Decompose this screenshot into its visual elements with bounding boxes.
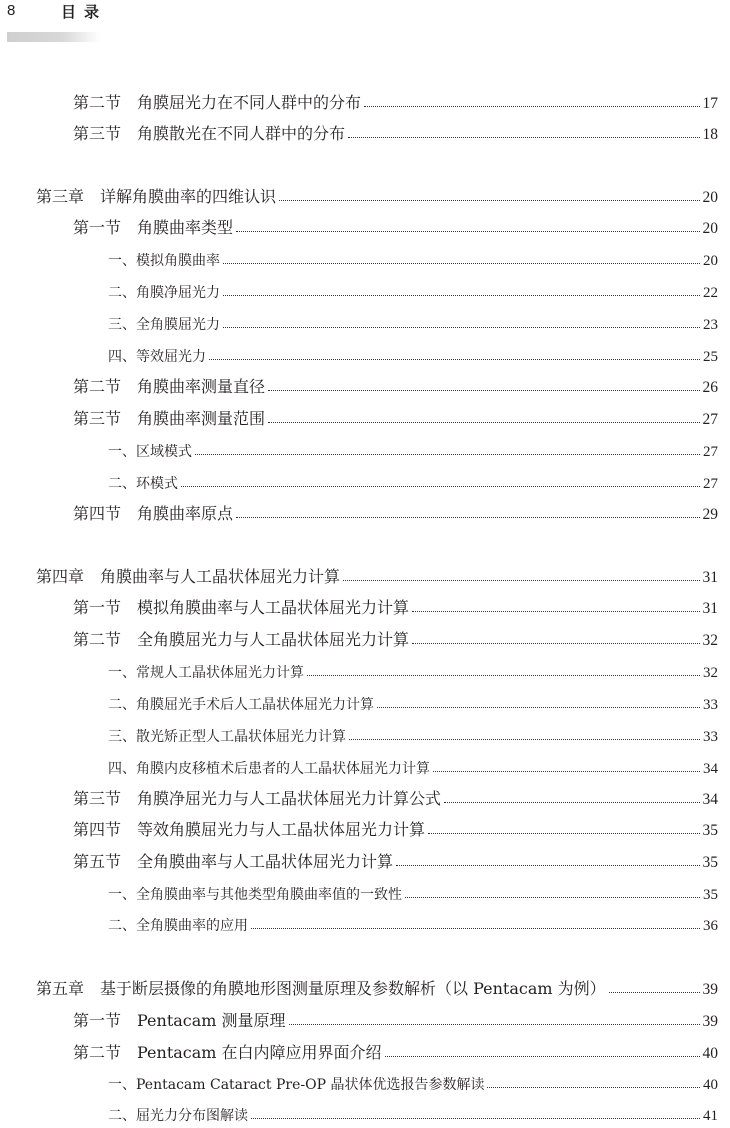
toc-leader-dots — [307, 675, 700, 676]
toc-leader-dots — [444, 802, 699, 803]
toc-entry-title: 第四章 角膜曲率与人工晶状体屈光力计算 — [36, 567, 341, 586]
toc-entry-page: 32 — [702, 632, 718, 649]
toc-leader-dots — [223, 295, 700, 296]
page-number: 8 — [7, 2, 16, 19]
toc-leader-dots — [433, 771, 700, 772]
toc-leader-dots — [412, 643, 699, 644]
header-decorative-bar — [7, 32, 100, 42]
toc-entry-title: 第一节 模拟角膜曲率与人工晶状体屈光力计算 — [73, 598, 410, 617]
toc-entry[interactable] — [0, 89, 730, 113]
toc-leader-dots — [236, 517, 699, 518]
toc-entry-page: 33 — [703, 729, 718, 745]
toc-entry-page: 39 — [702, 1013, 718, 1030]
toc-leader-dots — [364, 106, 699, 107]
toc-entry-page: 41 — [703, 1108, 718, 1124]
toc-leader-dots — [377, 707, 700, 708]
toc-leader-dots — [343, 580, 699, 581]
toc-entry-page: 34 — [703, 761, 718, 777]
toc-entry-page: 20 — [702, 189, 718, 206]
toc-entry[interactable] — [0, 469, 730, 493]
toc-entry-page: 27 — [703, 476, 718, 492]
toc-entry-title: 第三节 角膜曲率测量范围 — [73, 409, 266, 428]
toc-entry-title: 第一节 Pentacam 测量原理 — [73, 1011, 286, 1030]
toc-entry-page: 20 — [703, 253, 718, 269]
toc-entry-title: 第二节 全角膜屈光力与人工晶状体屈光力计算 — [73, 630, 410, 649]
toc-entry-title: 二、角膜净屈光力 — [108, 285, 220, 301]
toc-entry[interactable] — [0, 563, 730, 587]
toc-entry-title: 一、模拟角膜曲率 — [108, 253, 220, 269]
toc-entry-title: 一、区域模式 — [108, 444, 192, 460]
toc-entry-title: 第二节 Pentacam 在白内障应用界面介绍 — [73, 1043, 382, 1062]
toc-entry-title: 第三节 角膜散光在不同人群中的分布 — [73, 124, 346, 143]
toc-entry-title: 二、角膜屈光手术后人工晶状体屈光力计算 — [108, 697, 374, 713]
toc-entry-page: 25 — [703, 349, 718, 365]
toc-entry-title: 第四节 等效角膜屈光力与人工晶状体屈光力计算 — [73, 820, 426, 839]
toc-entry-page: 35 — [703, 887, 718, 903]
toc-entry[interactable] — [0, 690, 730, 714]
toc-entry[interactable] — [0, 405, 730, 429]
toc-entry-title: 一、全角膜曲率与其他类型角膜曲率值的一致性 — [108, 887, 402, 903]
toc-entry-page: 34 — [702, 791, 718, 808]
toc-entry-title: 第五章 基于断层摄像的角膜地形图测量原理及参数解析（以 Pentacam 为例） — [36, 979, 606, 998]
toc-leader-dots — [412, 611, 699, 612]
toc-leader-dots — [349, 739, 700, 740]
toc-entry-page: 36 — [703, 918, 718, 934]
toc-leader-dots — [405, 897, 700, 898]
toc-entry-page: 40 — [703, 1077, 718, 1093]
toc-leader-dots — [609, 992, 700, 993]
toc-entry[interactable] — [0, 278, 730, 302]
toc-entry-page: 31 — [702, 600, 718, 617]
toc-entry-title: 四、角膜内皮移植术后患者的人工晶状体屈光力计算 — [108, 761, 430, 777]
toc-leader-dots — [279, 200, 699, 201]
toc-entry[interactable] — [0, 754, 730, 778]
toc-entry[interactable] — [0, 880, 730, 904]
toc-entry[interactable] — [0, 848, 730, 872]
toc-entry[interactable] — [0, 816, 730, 840]
toc-entry-page: 40 — [702, 1045, 718, 1062]
toc-entry-title: 一、常规人工晶状体屈光力计算 — [108, 665, 304, 681]
toc-entry-page: 29 — [702, 506, 718, 523]
toc-entry-title: 第二节 角膜曲率测量直径 — [73, 377, 266, 396]
toc-entry[interactable] — [0, 1007, 730, 1031]
toc-entry-title: 二、全角膜曲率的应用 — [108, 918, 248, 934]
toc-entry[interactable] — [0, 214, 730, 238]
toc-entry-page: 35 — [702, 854, 718, 871]
toc-entry-title: 第一节 角膜曲率类型 — [73, 218, 234, 237]
toc-leader-dots — [181, 486, 700, 487]
toc-leader-dots — [268, 422, 699, 423]
toc-entry-title: 三、全角膜屈光力 — [108, 317, 220, 333]
toc-entry-page: 18 — [702, 126, 718, 143]
toc-entry-title: 第五节 全角膜曲率与人工晶状体屈光力计算 — [73, 852, 394, 871]
toc-entry[interactable] — [0, 975, 730, 999]
toc-leader-dots — [396, 865, 699, 866]
toc-leader-dots — [487, 1087, 700, 1088]
toc-entry[interactable] — [0, 722, 730, 746]
toc-entry[interactable] — [0, 658, 730, 682]
toc-entry-page: 26 — [702, 379, 718, 396]
toc-leader-dots — [236, 231, 699, 232]
toc-entry[interactable] — [0, 785, 730, 809]
toc-leader-dots — [428, 833, 699, 834]
toc-entry-page: 17 — [702, 95, 718, 112]
toc-entry[interactable] — [0, 342, 730, 366]
toc-leader-dots — [195, 454, 700, 455]
toc-leader-dots — [251, 928, 700, 929]
toc-entry[interactable] — [0, 437, 730, 461]
toc-entry[interactable] — [0, 1070, 730, 1094]
toc-entry[interactable] — [0, 911, 730, 935]
toc-entry[interactable] — [0, 594, 730, 618]
toc-leader-dots — [209, 359, 700, 360]
toc-entry-page: 23 — [703, 317, 718, 333]
toc-entry-page: 22 — [703, 285, 718, 301]
toc-entry-title: 二、屈光力分布图解读 — [108, 1108, 248, 1124]
header-title: 目录 — [61, 3, 108, 21]
toc-entry[interactable] — [0, 1039, 730, 1063]
toc-leader-dots — [385, 1056, 700, 1057]
toc-entry-title: 四、等效屈光力 — [108, 349, 206, 365]
toc-leader-dots — [223, 263, 700, 264]
toc-entry-page: 27 — [703, 444, 718, 460]
toc-leader-dots — [223, 327, 700, 328]
toc-entry-title: 三、散光矫正型人工晶状体屈光力计算 — [108, 729, 346, 745]
toc-entry-page: 27 — [702, 411, 718, 428]
toc-entry-title: 第三节 角膜净屈光力与人工晶状体屈光力计算公式 — [73, 789, 442, 808]
toc-entry-page: 39 — [702, 981, 718, 998]
toc-entry-page: 35 — [702, 822, 718, 839]
toc-entry[interactable] — [0, 626, 730, 650]
toc-entry[interactable] — [0, 183, 730, 207]
toc-entry[interactable] — [0, 1101, 730, 1125]
toc-entry-title: 第三章 详解角膜曲率的四维认识 — [36, 187, 277, 206]
toc-entry-page: 33 — [703, 697, 718, 713]
toc-entry-title: 第二节 角膜屈光力在不同人群中的分布 — [73, 93, 362, 112]
toc-entry-page: 20 — [702, 220, 718, 237]
toc-leader-dots — [268, 390, 699, 391]
toc-entry[interactable] — [0, 500, 730, 524]
toc-entry[interactable] — [0, 310, 730, 334]
toc-entry-page: 32 — [703, 665, 718, 681]
toc-entry[interactable] — [0, 373, 730, 397]
toc-entry-title: 第四节 角膜曲率原点 — [73, 504, 234, 523]
toc-entry[interactable] — [0, 246, 730, 270]
toc-leader-dots — [289, 1024, 700, 1025]
toc-entry[interactable] — [0, 120, 730, 144]
toc-leader-dots — [251, 1118, 700, 1119]
toc-entry-title: 一、Pentacam Cataract Pre-OP 晶状体优选报告参数解读 — [108, 1077, 485, 1093]
toc-leader-dots — [348, 137, 699, 138]
toc-entry-title: 二、环模式 — [108, 476, 178, 492]
toc-entry-page: 31 — [702, 569, 718, 586]
